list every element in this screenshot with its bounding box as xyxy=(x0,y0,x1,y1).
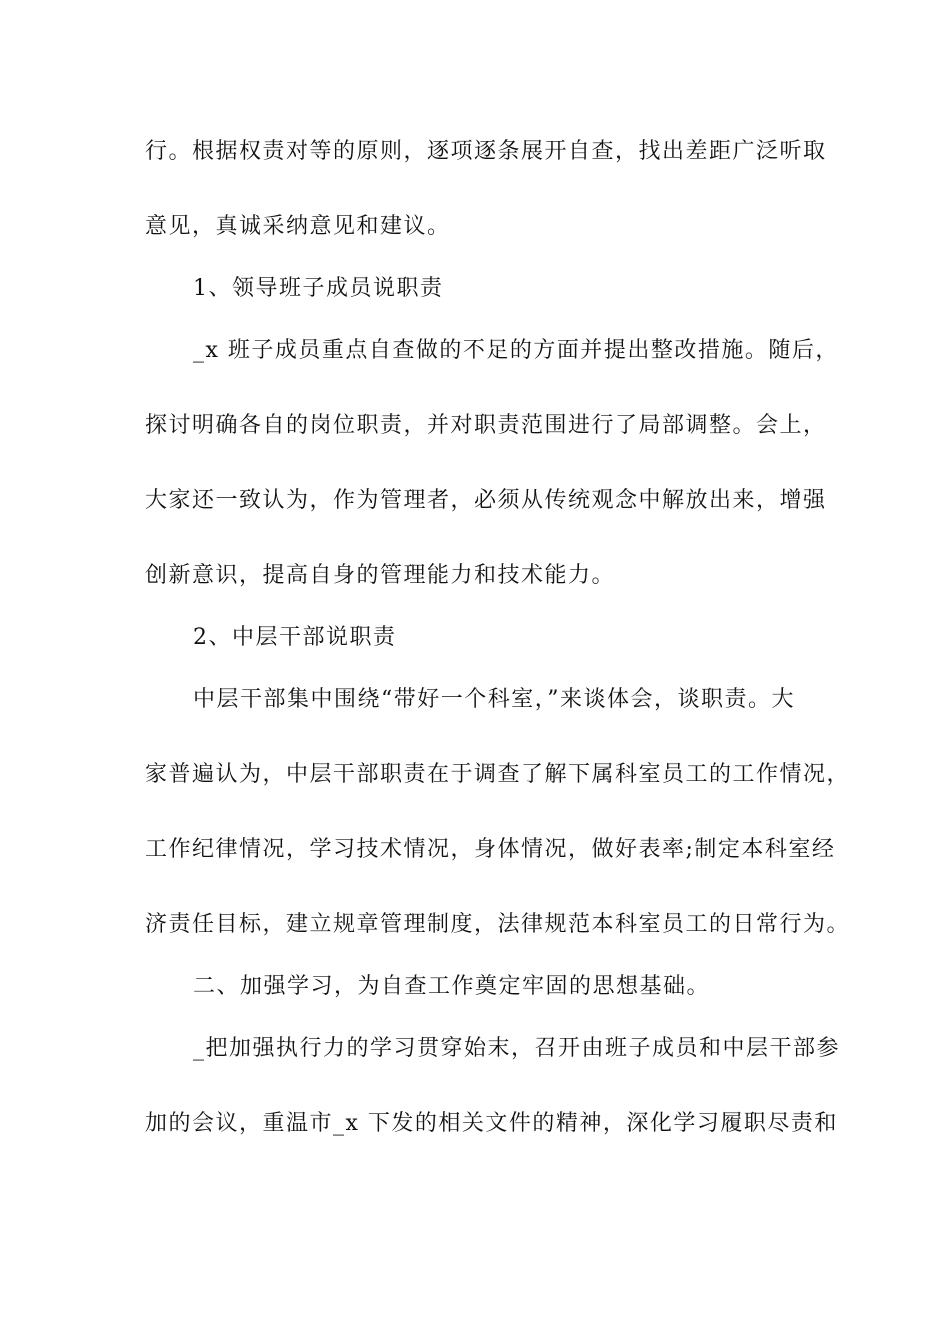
section-heading: 2、中层干部说职责 xyxy=(193,625,397,650)
text-line: 意见，真诚采纳意见和建议。 xyxy=(145,214,451,239)
text-line: 工作纪律情况，学习技术情况，身体情况，做好表率;制定本科室经 xyxy=(145,837,836,862)
section-heading: 1、领导班子成员说职责 xyxy=(193,276,444,301)
paragraph-start: _把加强执行力的学习贯穿始末，召开由班子成员和中层干部参 xyxy=(193,1036,841,1061)
text-line: 济责任目标，建立规章管理制度，法律规范本科室员工的日常行为。 xyxy=(145,912,851,937)
text-line: 家普遍认为，中层干部职责在于调查了解下属科室员工的工作情况， xyxy=(145,762,851,787)
paragraph-start: _x 班子成员重点自查做的不足的方面并提出整改措施。随后， xyxy=(193,338,839,363)
text-line: 探讨明确各自的岗位职责，并对职责范围进行了局部调整。会上， xyxy=(145,413,827,438)
text-line: 行。根据权责对等的原则，逐项逐条展开自查，找出差距广泛听取 xyxy=(145,139,827,164)
section-heading: 二、加强学习，为自查工作奠定牢固的思想基础。 xyxy=(193,974,711,999)
text-line: 加的会议，重温市_x 下发的相关文件的精神，深化学习履职尽责和 xyxy=(145,1111,838,1136)
text-line: 创新意识，提高自身的管理能力和技术能力。 xyxy=(145,563,616,588)
paragraph-start: 中层干部集中围绕“带好一个科室，”来谈体会，谈职责。大 xyxy=(193,687,795,712)
text-line: 大家还一致认为，作为管理者，必须从传统观念中解放出来，增强 xyxy=(145,488,827,513)
